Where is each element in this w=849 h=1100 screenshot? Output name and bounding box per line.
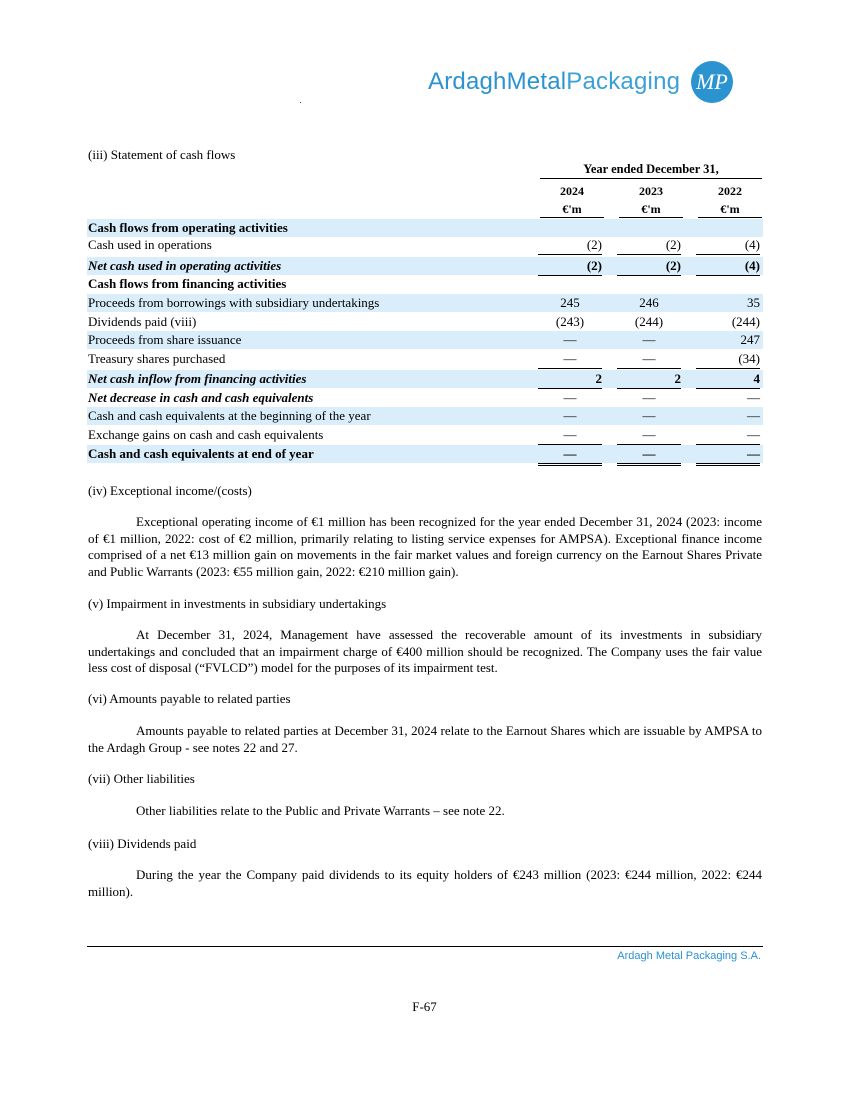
value-2023: — bbox=[642, 408, 656, 423]
value-2024: — bbox=[563, 332, 577, 347]
footer-company-name: Ardagh Metal Packaging S.A. bbox=[617, 950, 761, 962]
row-label: Net decrease in cash and cash equivalents bbox=[88, 390, 314, 405]
value-2023: — bbox=[642, 390, 656, 405]
value-2023: — bbox=[617, 350, 681, 369]
value-2022: — bbox=[747, 390, 760, 405]
row-label: Proceeds from borrowings with subsidiary undertakings bbox=[88, 295, 380, 310]
value-2022: 4 bbox=[696, 370, 760, 389]
value-2022: 247 bbox=[740, 332, 760, 347]
value-2023: — bbox=[642, 332, 656, 347]
table-row bbox=[87, 350, 763, 368]
table-row bbox=[87, 389, 763, 407]
row-label: Net cash used in operating activities bbox=[88, 258, 282, 273]
note-text-vii: Other liabilities relate to the Public and Private Warrants – see note 22. bbox=[136, 803, 505, 818]
note-heading-iv: (iv) Exceptional income/(costs) bbox=[88, 483, 252, 498]
row-label: Exchange gains on cash and cash equivalents bbox=[88, 427, 324, 442]
note-text-vi: Amounts payable to related parties at December 31, 2024 relate to the Earnout Shares which are issuable by AMPSA to the Ardagh Group - see notes 22 and 27. bbox=[88, 723, 762, 755]
value-2024: — bbox=[538, 350, 602, 369]
row-label: Cash flows from financing activities bbox=[88, 276, 287, 291]
statement-heading: (iii) Statement of cash flows bbox=[88, 147, 236, 162]
logo-wordmark: ArdaghMetalPackaging bbox=[428, 68, 681, 95]
value-2024: — bbox=[563, 408, 577, 423]
table-row bbox=[87, 294, 763, 312]
table-row bbox=[87, 331, 763, 349]
value-2022: (34) bbox=[696, 350, 760, 369]
value-2023: (2) bbox=[617, 236, 681, 255]
amp-logo-icon bbox=[688, 58, 736, 106]
row-label: Cash used in operations bbox=[88, 237, 212, 252]
value-2024: (2) bbox=[538, 236, 602, 255]
row-label: Dividends paid (viii) bbox=[88, 314, 197, 329]
year-header-2023: 2023 bbox=[639, 184, 663, 198]
row-label: Cash and cash equivalents at end of year bbox=[88, 446, 314, 461]
value-2024: 245 bbox=[560, 295, 580, 310]
value-2024: — bbox=[563, 390, 577, 405]
table-row bbox=[87, 407, 763, 425]
row-label: Proceeds from share issuance bbox=[88, 332, 242, 347]
value-2022: (4) bbox=[696, 236, 760, 255]
unit-header-2022: €'m bbox=[698, 202, 762, 218]
row-label: Net cash inflow from financing activities bbox=[88, 371, 307, 386]
note-heading-vii: (vii) Other liabilities bbox=[88, 771, 195, 786]
value-2023: — bbox=[617, 445, 681, 466]
value-2022: (244) bbox=[731, 314, 760, 329]
value-2022: — bbox=[747, 408, 760, 423]
table-row bbox=[87, 370, 763, 388]
value-2023: 246 bbox=[639, 295, 659, 310]
table-row bbox=[87, 257, 763, 275]
note-heading-vi: (vi) Amounts payable to related parties bbox=[88, 691, 291, 706]
value-2023: (244) bbox=[634, 314, 664, 329]
table-row bbox=[87, 445, 763, 463]
value-2023: — bbox=[617, 426, 681, 445]
row-label: Cash and cash equivalents at the beginning of the year bbox=[88, 408, 371, 423]
value-2023: 2 bbox=[617, 370, 681, 389]
note-heading-viii: (viii) Dividends paid bbox=[88, 836, 197, 851]
svg-text:MP: MP bbox=[696, 69, 729, 94]
unit-header-2023: €'m bbox=[619, 202, 683, 218]
page-number: F-67 bbox=[412, 999, 437, 1014]
value-2022: 35 bbox=[747, 295, 760, 310]
table-row bbox=[87, 426, 763, 444]
year-header-2024: 2024 bbox=[560, 184, 584, 198]
note-text-iv: Exceptional operating income of €1 million has been recognized for the year ended December 31, 2024 (2023: income of €1 million, 2022: cost of €2 million, primarily relating to listing service expenses for AMPSA). Exceptional finance income comprised of a net €13 million gain on movements in the fair market values and foreign currency on the Earnout Shares Private and Public Warrants (2023: €55 million gain, 2022: €210 million gain). bbox=[88, 514, 762, 579]
value-2022: (4) bbox=[696, 257, 760, 276]
table-row bbox=[87, 219, 763, 237]
value-2024: — bbox=[538, 426, 602, 445]
table-row bbox=[87, 236, 763, 254]
unit-header-2024: €'m bbox=[540, 202, 604, 218]
value-2022: — bbox=[696, 426, 760, 445]
value-2022: — bbox=[696, 445, 760, 466]
value-2024: — bbox=[538, 445, 602, 466]
value-2024: 2 bbox=[538, 370, 602, 389]
row-label: Cash flows from operating activities bbox=[88, 220, 288, 235]
footer-divider bbox=[87, 946, 763, 947]
table-row bbox=[87, 275, 763, 293]
value-2023: (2) bbox=[617, 257, 681, 276]
company-logo bbox=[428, 60, 736, 104]
table-row bbox=[87, 313, 763, 331]
stray-dot bbox=[300, 102, 301, 103]
year-header-2022: 2022 bbox=[718, 184, 742, 198]
row-label: Treasury shares purchased bbox=[88, 351, 226, 366]
period-heading: Year ended December 31, bbox=[540, 162, 762, 179]
note-text-v: At December 31, 2024, Management have assessed the recoverable amount of its investments in subsidiary undertakings and concluded that an impairment charge of €400 million should be recognized. The Company uses the fair value less cost of disposal (“FVLCD”) model for the purposes of its impairment test. bbox=[88, 627, 762, 675]
note-heading-v: (v) Impairment in investments in subsidiary undertakings bbox=[88, 596, 387, 611]
note-text-viii: During the year the Company paid dividends to its equity holders of €243 million (2023: €244 million, 2022: €244 million). bbox=[88, 867, 762, 899]
value-2024: (243) bbox=[555, 314, 585, 329]
value-2024: (2) bbox=[538, 257, 602, 276]
